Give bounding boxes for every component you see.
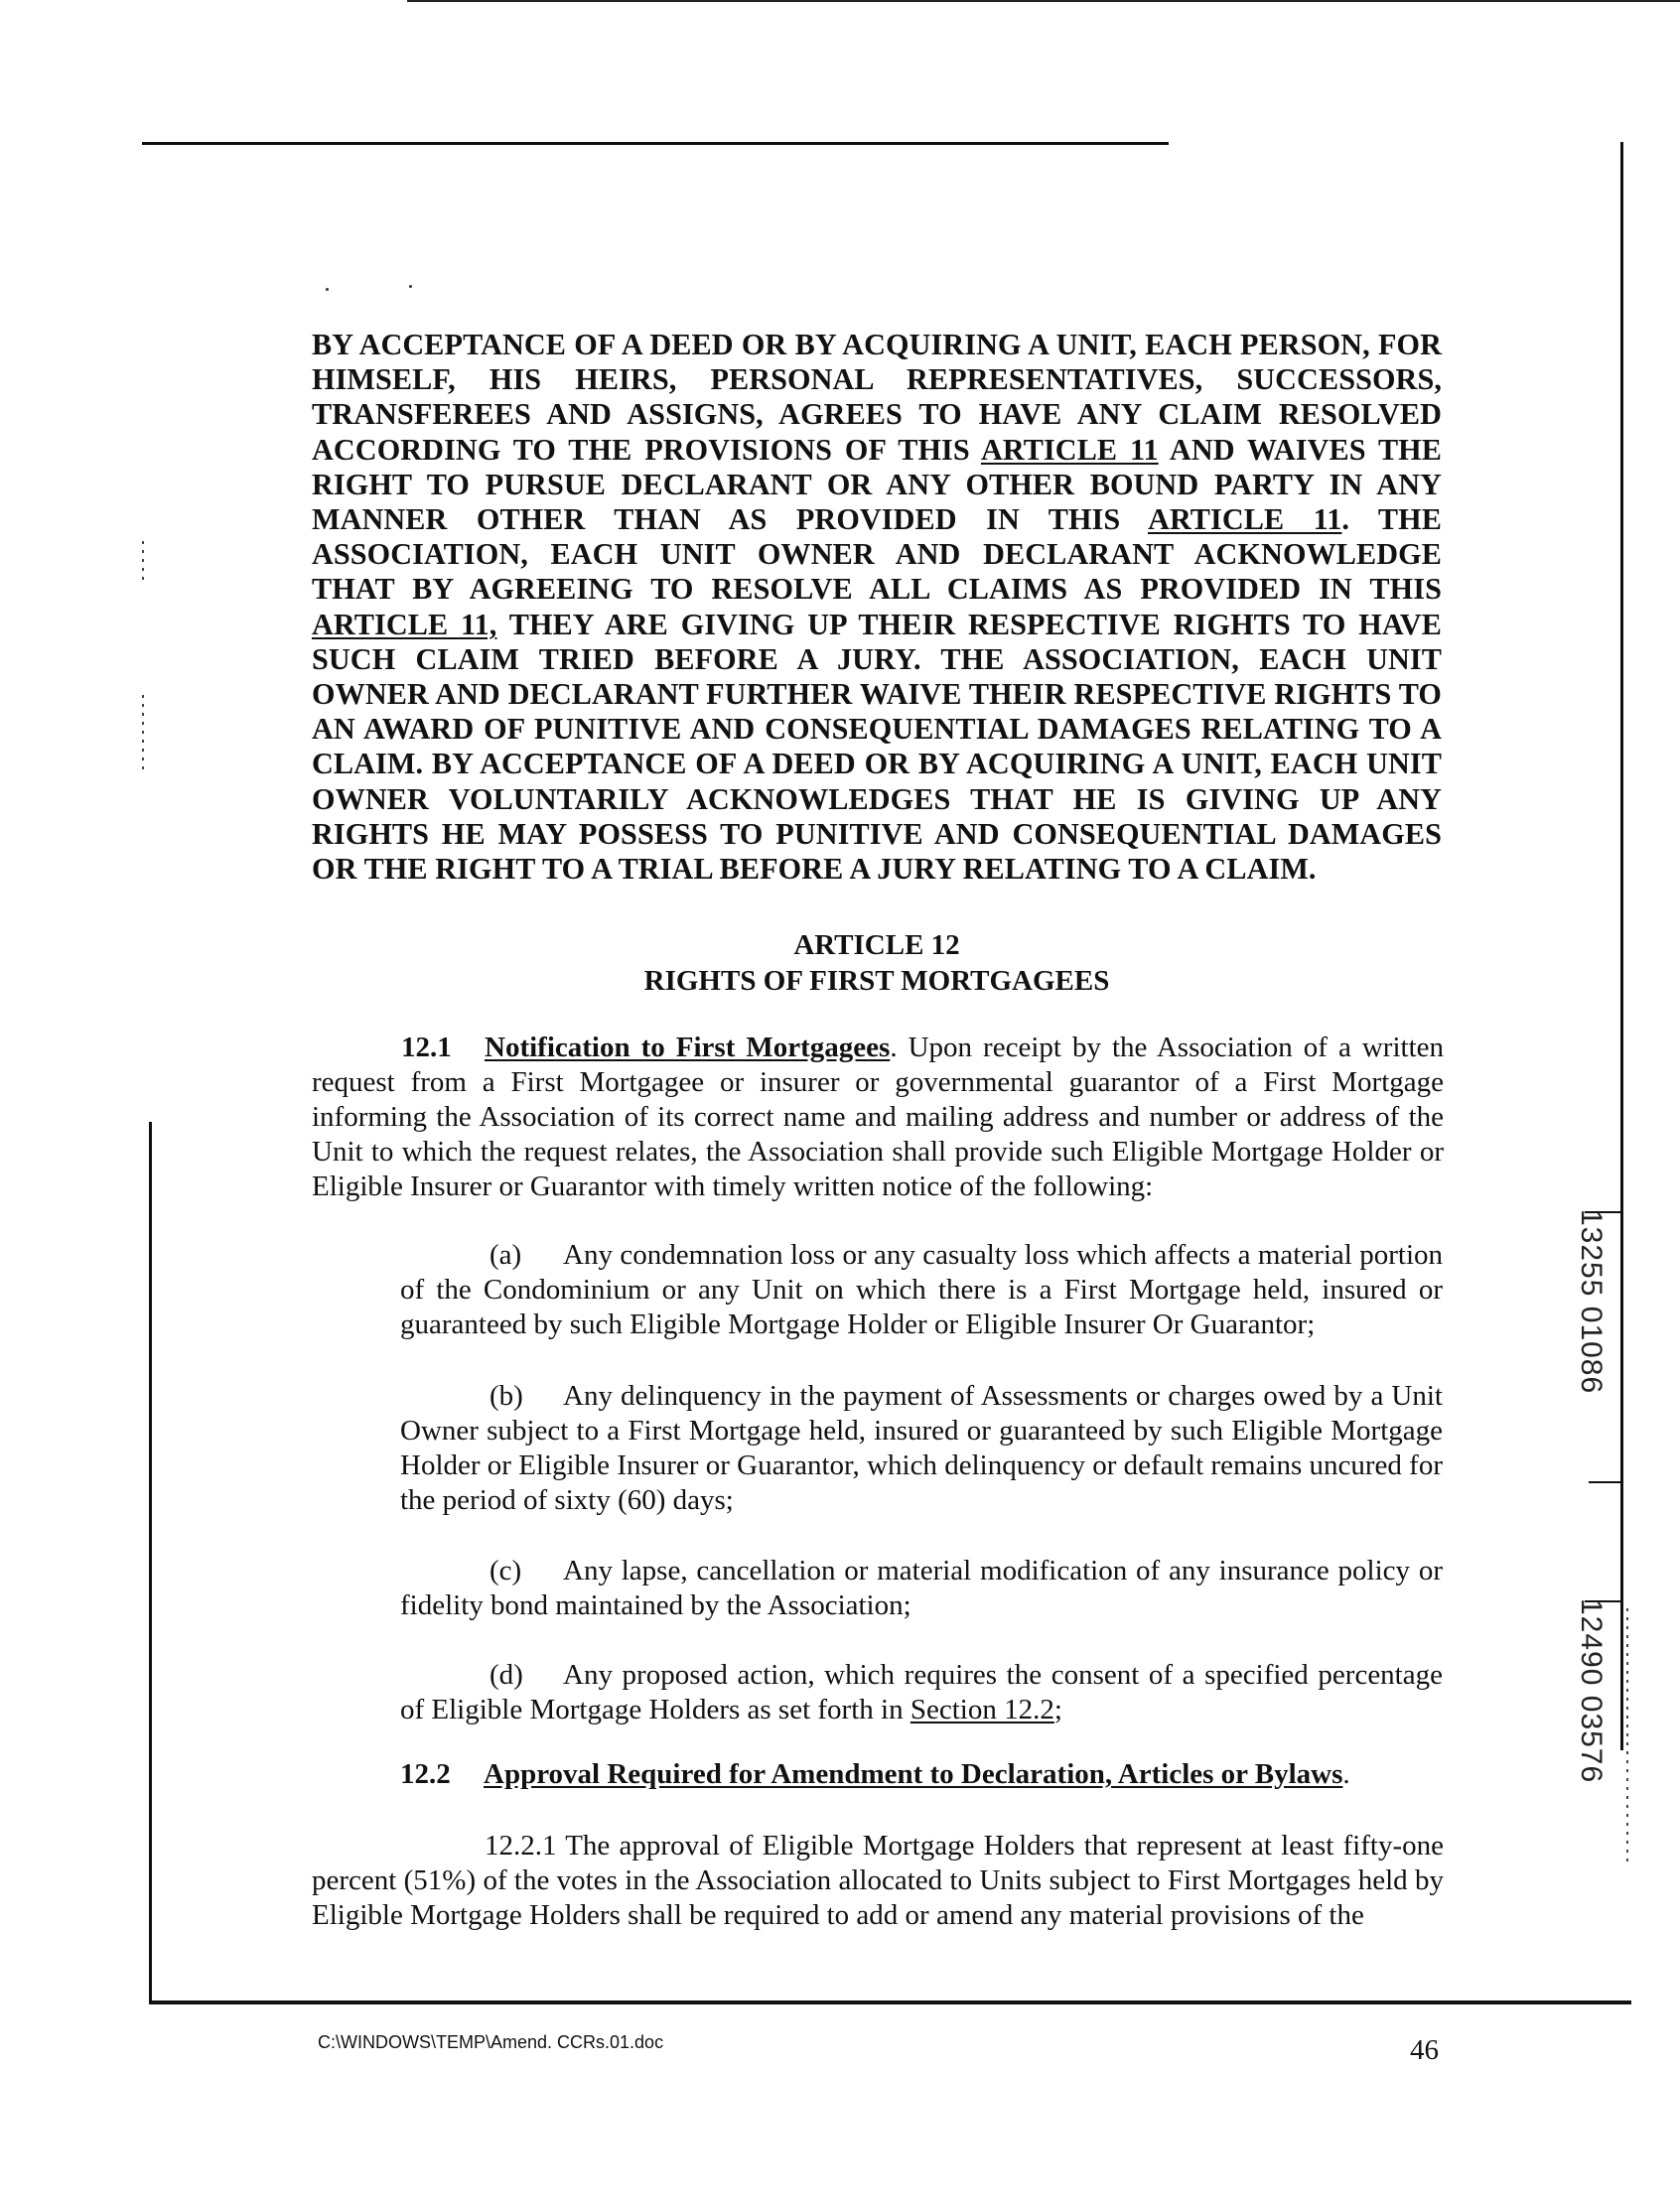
footer-rule [149, 2000, 1631, 2004]
list-item-c [400, 1554, 1443, 1623]
section-12-2: 12.2 Approval Required for Amendment to Declaration, Articles or Bylaws. [400, 1758, 1350, 1790]
recording-stamp-book-page: 12490 03576 [1575, 1598, 1608, 1784]
section-text: . Upon receipt by the Association of a written request from a First Mortgagee or insurer or governmental guarantor of a First Mortgage informing the Association of its correct name and mailing address and number or address of the Unit to which the request relates, the Association shall provide such Eligible Mortgage Holder or Eligible Insurer or Guarantor with timely written notice of the following: [312, 1032, 1444, 1202]
scan-dots [1626, 1608, 1628, 1861]
item-text: Any condemnation loss or any casualty loss which affects a material portion of the Condominium or any Unit on which there is a First Mortgage held, insured or guaranteed by such Eligible Mortgage Holder or Eligible Insurer Or Guarantor; [400, 1239, 1443, 1340]
page-number: 46 [1410, 2034, 1439, 2066]
section-number: 12.2.1 [485, 1830, 557, 1861]
item-label: (d) [490, 1659, 523, 1691]
waiver-paragraph: BY ACCEPTANCE OF A DEED OR BY ACQUIRING A UNIT, EACH PERSON, FOR HIMSELF, HIS HEIRS, PERSONAL REPRESENTATIVES, SUCCESSORS, TRANSFEREES AND ASSIGNS, AGREES TO HAVE ANY CLAIM RESOLVED ACCORDING TO THE PROVISIONS OF THIS ARTICLE 11 AND WAIVES THE RIGHT TO PURSUE DECLARANT OR ANY OTHER BOUND PARTY IN ANY MANNER OTHER THAN AS PROVIDED IN THIS ARTICLE 11. THE ASSOCIATION, EACH UNIT OWNER AND DECLARANT ACKNOWLEDGE THAT BY AGREEING TO RESOLVE ALL CLAIMS AS PROVIDED IN THIS ARTICLE 11, THEY ARE GIVING UP THEIR RESPECTIVE RIGHTS TO HAVE SUCH CLAIM TRIED BEFORE A JURY. THE ASSOCIATION, EACH UNIT OWNER AND DECLARANT FURTHER WAIVE THEIR RESPECTIVE RIGHTS TO AN AWARD OF PUNITIVE AND CONSEQUENTIAL DAMAGES RELATING TO A CLAIM. BY ACCEPTANCE OF A DEED OR BY ACQUIRING A UNIT, EACH UNIT OWNER VOLUNTARILY ACKNOWLEDGES THAT HE IS GIVING UP ANY RIGHTS HE MAY POSSESS TO PUNITIVE AND CONSEQUENTIAL DAMAGES OR THE RIGHT TO A TRIAL BEFORE A JURY RELATING TO A CLAIM. [312, 328, 1442, 887]
article-11-reference: ARTICLE 11 [1148, 502, 1342, 537]
scan-speck [409, 285, 412, 288]
list-item-a [400, 1238, 1443, 1342]
article-11-reference: ARTICLE 11, [312, 607, 497, 641]
scan-top-edge [407, 0, 1680, 2]
stamp-rule [1589, 1481, 1620, 1483]
section-12-1 [312, 1031, 1444, 1204]
list-item-d: (d) Any proposed action, which requires the consent of a specified percentage of Eligible Mortgage Holders as set forth in Section 12.2; [400, 1659, 1443, 1725]
section-heading: Approval Required for Amendment to Declaration, Articles or Bylaws [484, 1758, 1343, 1790]
right-border-rule [1620, 142, 1623, 1750]
section-text: The approval of Eligible Mortgage Holders that represent at least fifty-one percent (51%) of the votes in the Association allocated to Units subject to First Mortgages held by Eligible Mortgage Holders shall be required to add or amend any material provisions of the [312, 1830, 1444, 1931]
left-border-rule [149, 1122, 152, 2003]
item-label: (b) [490, 1380, 523, 1412]
recording-stamp-book-page: 13255 01086 [1575, 1209, 1608, 1395]
section-heading: Notification to First Mortgagees [485, 1032, 891, 1063]
item-label: (a) [490, 1239, 522, 1271]
scan-speck [326, 288, 329, 291]
footer-file-path: C:\WINDOWS\TEMP\Amend. CCRs.01.doc [318, 2032, 664, 2052]
item-text: Any lapse, cancellation or material modification of any insurance policy or fidelity bond maintained by the Association; [400, 1555, 1443, 1621]
list-item-b [400, 1379, 1443, 1518]
item-text: Any delinquency in the payment of Assessments or charges owed by a Unit Owner subject to a First Mortgage held, insured or guaranteed by such Eligible Mortgage Holder or Eligible Insurer or Guarantor, which delinquency or default remains uncured for the period of sixty (60) days; [400, 1380, 1443, 1516]
scan-dots [142, 695, 144, 774]
section-number: 12.1 [401, 1032, 452, 1063]
section-number: 12.2 [400, 1758, 451, 1790]
item-text: Any proposed action, which requires the consent of a specified percentage of Eligible Mortgage Holders as set forth in [400, 1659, 1443, 1725]
article-title: RIGHTS OF FIRST MORTGAGEES [643, 965, 1110, 997]
article-number: ARTICLE 12 [793, 929, 960, 961]
section-12-2-1 [312, 1829, 1444, 1933]
scan-dots [142, 541, 144, 586]
header-rule [142, 142, 1169, 145]
item-label: (c) [490, 1555, 522, 1586]
article-11-reference: ARTICLE 11 [980, 432, 1159, 467]
section-reference: Section 12.2 [910, 1694, 1054, 1725]
